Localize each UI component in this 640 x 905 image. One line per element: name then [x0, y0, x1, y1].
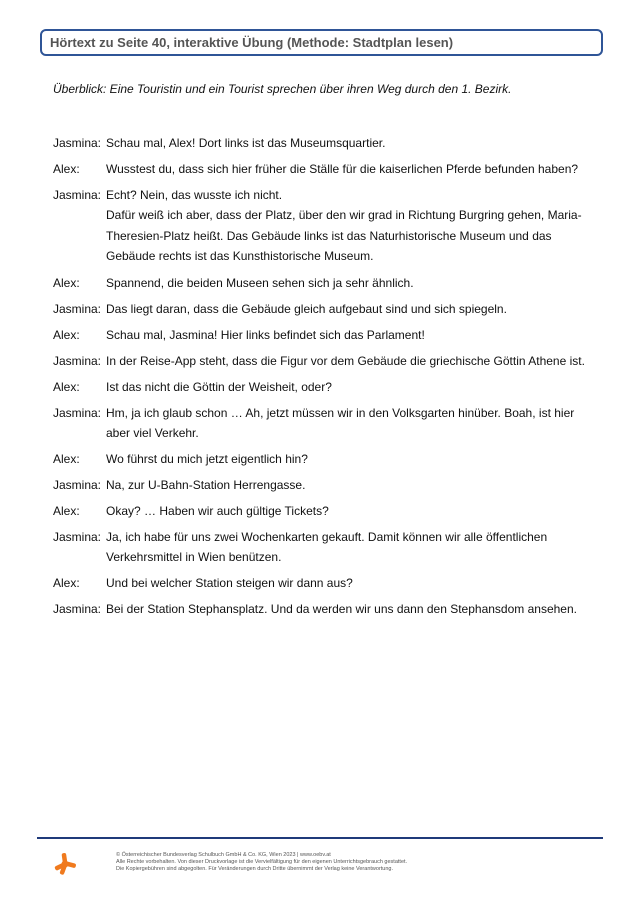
speaker-label: Jasmina:	[53, 601, 102, 616]
dialogue-line	[53, 185, 593, 205]
footer-divider	[37, 837, 603, 839]
speaker-label: Alex:	[53, 451, 80, 466]
speaker-label: Jasmina:	[53, 301, 102, 316]
footer-line: Alle Rechte vorbehalten. Von dieser Druckvorlage ist die Vervielfältigung für den eigenen Unterrichtsgebrauch gestattet.	[116, 859, 408, 865]
page-title: Hörtext zu Seite 40, interaktive Übung (Methode: Stadtplan lesen)	[50, 35, 454, 50]
publisher-logo-icon	[53, 852, 77, 876]
footer-line: Die Kopiergebühren sind abgegolten. Für Veränderungen durch Dritte übernimmt der Verlag keine Verantwortung.	[116, 866, 394, 872]
dialogue-text: Wo führst du mich jetzt eigentlich hin?	[106, 451, 308, 466]
speaker-label: Jasmina:	[53, 477, 102, 492]
dialogue-text: Hm, ja ich glaub schon … Ah, jetzt müssen wir in den Volksgarten hinüber. Boah, ist hier aber viel Verkehr.	[106, 405, 575, 440]
speaker-label: Alex:	[53, 162, 80, 176]
dialogue-line	[53, 403, 593, 443]
dialogue-text: Ja, ich habe für uns zwei Wochenkarten gekauft. Damit können wir alle öffentlichen Verkehrsmittel in Wien benützen.	[106, 529, 548, 564]
speaker-label: Alex:	[53, 379, 80, 394]
dialogue-line	[53, 377, 593, 397]
dialogue-line	[53, 205, 593, 267]
dialogue-text: Wusstest du, dass sich hier früher die Ställe für die kaiserlichen Pferde befunden haben?	[106, 162, 579, 176]
dialogue-text: Dafür weiß ich aber, dass der Platz, über den wir grad in Richtung Burgring gehen, Maria-Theresien-Platz heißt. Das Gebäude links ist das Naturhistorische Museum und das Gebäude rechts ist das Kunsthistorische Museum.	[106, 208, 582, 263]
speaker-label: Jasmina:	[53, 529, 102, 544]
dialogue-text: Ist das nicht die Göttin der Weisheit, oder?	[106, 379, 332, 394]
dialogue-text: Okay? … Haben wir auch gültige Tickets?	[106, 503, 329, 518]
footer-line: © Österreichischer Bundesverlag Schulbuch GmbH & Co. KG, Wien 2023 | www.oebv.at	[116, 852, 331, 858]
speaker-label: Alex:	[53, 503, 80, 518]
overview-text: Überblick: Eine Touristin und ein Tourist sprechen über ihren Weg durch den 1. Bezirk.	[53, 82, 512, 96]
dialogue-text: Das liegt daran, dass die Gebäude gleich aufgebaut sind und sich spiegeln.	[106, 301, 507, 316]
dialogue	[53, 133, 593, 625]
dialogue-text: Schau mal, Alex! Dort links ist das Museumsquartier.	[106, 136, 386, 150]
footer-copyright	[116, 852, 407, 873]
dialogue-text: Bei der Station Stephansplatz. Und da werden wir uns dann den Stephansdom ansehen.	[106, 601, 577, 616]
speaker-label: Jasmina:	[53, 136, 102, 150]
dialogue-text: Echt? Nein, das wusste ich nicht.	[106, 188, 283, 202]
dialogue-line	[53, 449, 593, 469]
dialogue-line	[53, 273, 593, 293]
dialogue-text: Und bei welcher Station steigen wir dann aus?	[106, 575, 353, 590]
speaker-label: Alex:	[53, 327, 80, 342]
speaker-label: Alex:	[53, 575, 80, 590]
title-box	[40, 29, 603, 56]
dialogue-line	[53, 351, 593, 371]
dialogue-line	[53, 475, 593, 495]
speaker-label: Jasmina:	[53, 188, 102, 202]
speaker-label: Alex:	[53, 275, 80, 290]
dialogue-line	[53, 133, 593, 153]
speaker-label: Jasmina:	[53, 405, 102, 420]
speaker-label: Jasmina:	[53, 353, 102, 368]
dialogue-line	[53, 599, 593, 619]
dialogue-line	[53, 573, 593, 593]
dialogue-line	[53, 501, 593, 521]
dialogue-line	[53, 299, 593, 319]
dialogue-line	[53, 159, 593, 179]
speaker-label	[53, 205, 106, 267]
dialogue-text: In der Reise-App steht, dass die Figur vor dem Gebäude die griechische Göttin Athene ist.	[106, 353, 585, 368]
dialogue-line	[53, 325, 593, 345]
dialogue-line	[53, 527, 593, 567]
dialogue-text: Na, zur U-Bahn-Station Herrengasse.	[106, 477, 306, 492]
dialogue-text: Spannend, die beiden Museen sehen sich ja sehr ähnlich.	[106, 275, 414, 290]
dialogue-text: Schau mal, Jasmina! Hier links befindet sich das Parlament!	[106, 327, 425, 342]
